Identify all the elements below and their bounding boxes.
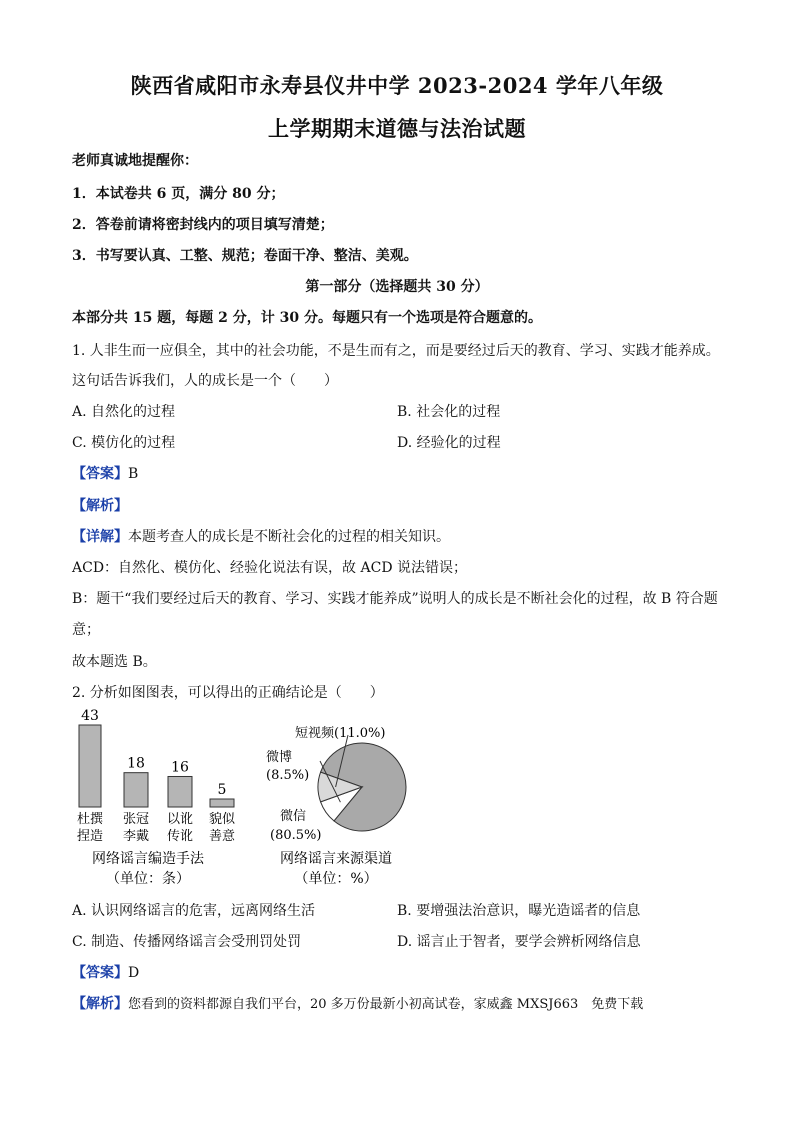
category-label: 传讹 — [166, 829, 194, 844]
pie-chart — [266, 725, 406, 887]
bar-value-label: 16 — [171, 759, 189, 776]
bar — [124, 773, 148, 807]
bar — [79, 725, 101, 807]
q1-explanation-1: ACD：自然化、模仿化、经验化说法有误，故 ACD 说法错误； — [72, 560, 467, 576]
q1-option-d: D. 经验化的过程 — [397, 435, 501, 451]
category-label: 张冠 — [122, 812, 150, 827]
q1-stem-line2: 这句话告诉我们，人的成长是一个（ ） — [72, 373, 338, 389]
q1-explanation-2-line2: 意； — [72, 622, 100, 638]
q2-figure — [60, 705, 420, 890]
answer-value: B — [128, 466, 139, 482]
answer-value: D — [128, 965, 140, 981]
category-label: 貌似 — [208, 812, 236, 827]
notice-item: 2．答卷前请将密封线内的项目填写清楚； — [72, 217, 334, 233]
category-label: 以讹 — [166, 812, 194, 827]
bar-value-label: 43 — [81, 708, 99, 724]
chart-unit: （单位：条） — [106, 871, 190, 887]
bar — [210, 799, 234, 807]
category-label: 杜撰 — [76, 812, 104, 827]
analysis-tag: 【解析】 — [72, 996, 128, 1012]
notice-item: 1．本试卷共 6 页，满分 80 分； — [72, 186, 285, 202]
q1-explanation-2-line1: B：题干“我们要经过后天的教育、学习、实践才能养成”说明人的成长是不断社会化的过程，故 B 符合题 — [72, 591, 718, 607]
part1-heading: 第一部分（选择题共 30 分） — [305, 279, 489, 295]
page-title-line1: 陕西省咸阳市永寿县仪井中学 2023-2024 学年八年级 — [130, 73, 664, 98]
q2-answer — [72, 962, 139, 982]
q1-analysis — [72, 495, 128, 515]
detail-tag: 【详解】 — [72, 529, 128, 545]
footer-note: 您看到的资料都源自我们平台，20 多万份最新小初高试卷，家威鑫 MXSJ663 免费下载 — [128, 997, 644, 1012]
q1-answer — [72, 463, 138, 483]
detail-text: 本题考查人的成长是不断社会化的过程的相关知识。 — [128, 529, 450, 545]
q1-stem-line1: 1. 人非生而一应俱全，其中的社会功能，不是生而有之，而是要经过后天的教育、学习、实践才能养成。 — [72, 343, 720, 359]
q2-option-c: C. 制造、传播网络谣言会受刑罚处罚 — [72, 934, 302, 950]
category-label: 捏造 — [76, 829, 104, 844]
category-label: 李戴 — [122, 829, 150, 844]
analysis-tag: 【解析】 — [72, 498, 128, 514]
slice-label: 微博 — [266, 750, 293, 765]
bar-value-label: 5 — [217, 782, 227, 798]
slice-value-label: (80.5%) — [270, 828, 322, 843]
answer-tag: 【答案】 — [72, 466, 128, 482]
q1-option-a: A. 自然化的过程 — [72, 404, 176, 420]
part1-intro: 本部分共 15 题，每题 2 分，计 30 分。每题只有一个选项是符合题意的。 — [72, 310, 542, 326]
q2-analysis — [72, 993, 643, 1013]
bar-chart — [77, 708, 236, 887]
answer-tag: 【答案】 — [72, 965, 128, 981]
notice-item: 3．书写要认真、工整、规范；卷面干净、整洁、美观。 — [72, 248, 418, 264]
q2-option-d: D. 谣言止于智者，要学会辨析网络信息 — [397, 934, 641, 950]
q1-detail — [72, 526, 450, 546]
bar — [168, 776, 192, 807]
chart-title: 网络谣言编造手法 — [92, 851, 204, 867]
q2-option-a: A. 认识网络谣言的危害，远离网络生活 — [72, 903, 316, 919]
chart-title: 网络谣言来源渠道 — [280, 851, 392, 867]
q2-option-b: B. 要增强法治意识，曝光造谣者的信息 — [397, 903, 641, 919]
slice-label: 短视频(11.0%) — [295, 726, 386, 741]
chart-unit: （单位：%） — [294, 871, 378, 887]
slice-label: 微信 — [280, 809, 307, 824]
page-title-line2: 上学期期末道德与法治试题 — [268, 116, 526, 141]
q1-option-b: B. 社会化的过程 — [397, 404, 501, 420]
q1-option-c: C. 模仿化的过程 — [72, 435, 176, 451]
category-label: 善意 — [208, 829, 236, 844]
q2-stem: 2. 分析如图图表，可以得出的正确结论是（ ） — [72, 685, 384, 701]
bar-value-label: 18 — [127, 755, 145, 772]
slice-value-label: (8.5%) — [266, 768, 310, 783]
q1-conclusion: 故本题选 B。 — [72, 654, 157, 670]
notice-heading: 老师真诚地提醒你： — [72, 153, 198, 169]
